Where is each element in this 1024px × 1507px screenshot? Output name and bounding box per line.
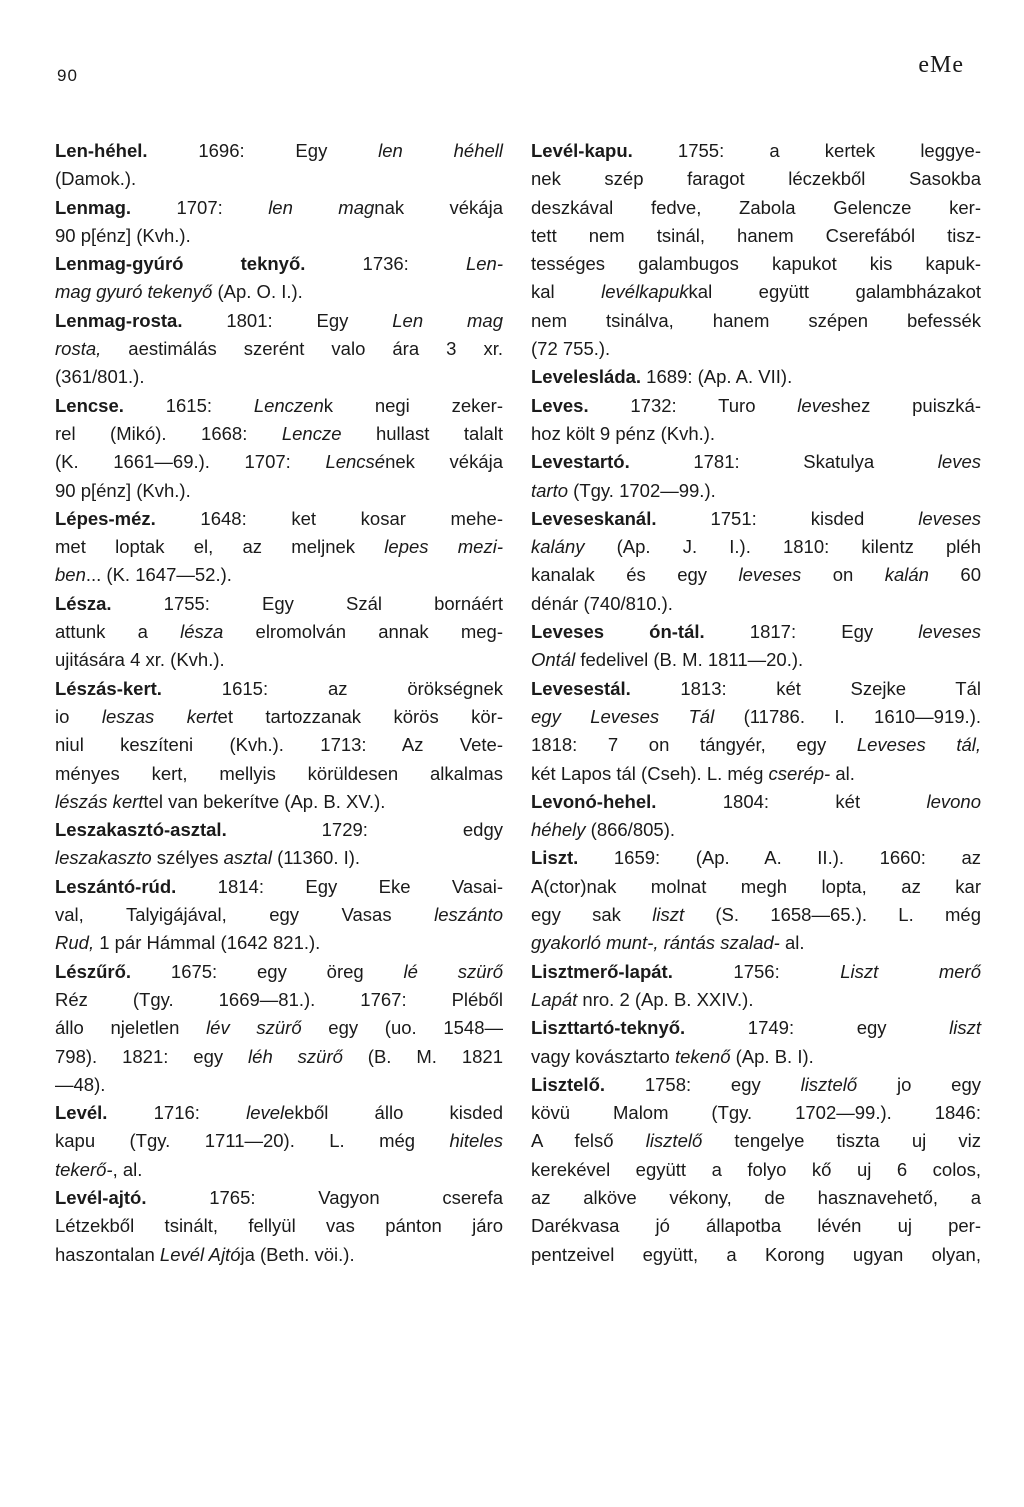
quoted-term: leszakaszto [55, 847, 152, 869]
entry-text: 798). 1821: egy [55, 1045, 249, 1067]
quoted-term: Len- [465, 253, 503, 275]
entry-text: 1814: Egy Eke Vasai- [176, 875, 503, 897]
entry-text: 1756: [672, 960, 841, 982]
text-line [531, 1241, 981, 1269]
text-line [55, 307, 503, 335]
text-line [55, 448, 503, 476]
quoted-term: lév szürő [206, 1017, 302, 1039]
text-line [531, 420, 981, 448]
text-line [55, 618, 503, 646]
quoted-term: Rud, [55, 932, 95, 954]
entry-headword: Leveses ón-tál. [531, 621, 705, 643]
entry-headword: Lisztelő. [531, 1073, 606, 1095]
entry-text: (72 755.). [531, 338, 611, 360]
entry-text: vagy kovásztarto [531, 1045, 675, 1067]
entry-text: 1689: (Ap. A. VII). [641, 366, 793, 388]
quoted-term: Lencze [281, 422, 342, 444]
entry-text: tességes galambugos kapukot kis kapuk- [531, 253, 981, 275]
entry-text: tel van bekerítve (Ap. B. XV.). [143, 790, 386, 812]
text-line [531, 1099, 981, 1127]
entry-headword: Leszántó-rúd. [55, 875, 177, 897]
entry-text: nak vékája [374, 196, 503, 218]
entry-text: 1736: [305, 253, 466, 275]
text-line [531, 307, 981, 335]
quoted-term: lisztelő [800, 1073, 858, 1095]
entry-headword: Lenmag-gyúró teknyő. [55, 253, 306, 275]
text-line [55, 477, 503, 505]
entry-text: 90 p[énz] (Kvh.). [55, 479, 191, 501]
entry-text: ... (K. 1647—52.). [85, 564, 232, 586]
entry-text: nem tsinálva, hanem szépen befessék [531, 309, 981, 331]
quoted-term: Len mag [392, 309, 503, 331]
quoted-term: lészás kert [55, 790, 144, 812]
quoted-term: leves [937, 451, 981, 473]
text-line [531, 958, 981, 986]
entry-text: 1801: Egy [182, 309, 393, 331]
text-line [531, 137, 981, 165]
quoted-term: léh szürő [248, 1045, 343, 1067]
entry-text: 1716: [107, 1102, 247, 1124]
entry-text: állo njeletlen [55, 1017, 207, 1039]
entry-text: 1696: Egy [147, 140, 379, 161]
entry-text: A felső [531, 1130, 646, 1152]
text-line [55, 1184, 503, 1212]
entry-headword: Lészűrő. [55, 960, 132, 982]
entry-text: (866/805). [585, 819, 675, 841]
entry-text: kal [531, 281, 602, 303]
text-line [55, 1212, 503, 1240]
entry-text: k negi zeker- [323, 394, 503, 416]
text-line [531, 250, 981, 278]
text-line [55, 873, 503, 901]
entry-text: fedelivel (B. M. 1811—20.). [575, 649, 804, 671]
entry-text: (K. 1661—69.). 1707: [55, 451, 326, 473]
entry-text: kanalak és egy [531, 564, 739, 586]
entry-text: deszkával fedve, Zabola Gelencze ker- [531, 196, 981, 218]
entry-text: kerekével együtt a folyo kő uj 6 colos, [531, 1158, 981, 1180]
entry-text: elromolván annak meg- [223, 621, 503, 643]
quoted-term: leves [797, 394, 841, 416]
entry-text: jo egy [857, 1073, 981, 1095]
entry-headword: Lészás-kert. [55, 677, 162, 699]
quoted-term: Ontál [531, 649, 576, 671]
quoted-term: asztal [223, 847, 272, 869]
entry-text: tengelye tiszta uj viz [702, 1130, 981, 1152]
text-line [531, 363, 981, 391]
entry-text: Darékvasa jó állapotba lévén uj per- [531, 1215, 981, 1237]
text-line [531, 816, 981, 844]
quoted-term: Liszt merő [840, 960, 982, 982]
entry-text: (Ap. J. I.). 1810: kilentz pléh [584, 536, 981, 558]
quoted-term: gyakorló munt-, rántás szalad- [531, 932, 780, 954]
entry-text: 1732: Turo [588, 394, 798, 416]
entry-text: (11360. I). [271, 847, 361, 869]
quoted-term: Lapát [531, 988, 578, 1010]
entry-text: 1675: egy öreg [131, 960, 404, 982]
text-line [531, 929, 981, 957]
text-line [531, 561, 981, 589]
entry-text: 1758: egy [605, 1073, 801, 1095]
quoted-term: liszt [949, 1017, 981, 1039]
entry-text: 1729: edgy [226, 819, 503, 841]
entry-text: 1 pár Hámmal (1642 821.). [94, 932, 321, 954]
text-line [531, 392, 981, 420]
text-line [531, 1043, 981, 1071]
entry-text: 1749: egy [685, 1017, 950, 1039]
entry-headword: Levelesláda. [531, 366, 642, 388]
text-line [55, 901, 503, 929]
text-line [531, 165, 981, 193]
text-line [531, 703, 981, 731]
quoted-term: hiteles [449, 1130, 503, 1152]
text-line [531, 505, 981, 533]
text-line [531, 278, 981, 306]
text-line [55, 929, 503, 957]
entry-text: ja (Beth. vöi.). [240, 1243, 355, 1265]
quoted-term: levono [926, 790, 981, 812]
quoted-term: len héhell [378, 140, 503, 161]
entry-headword: Leveseskanál. [531, 507, 657, 529]
entry-text: 1817: Egy [704, 621, 919, 643]
entry-headword: Levesestál. [531, 677, 631, 699]
entry-text: 1781: Skatulya [629, 451, 938, 473]
entry-text: (B. M. 1821 [342, 1045, 503, 1067]
text-line [531, 1014, 981, 1042]
text-line [531, 646, 981, 674]
quoted-term: len mag [268, 196, 375, 218]
text-line [55, 363, 503, 391]
entry-text: hullast talalt [341, 422, 503, 444]
text-line [55, 703, 503, 731]
entry-headword: Lencse. [55, 394, 124, 416]
text-line [531, 760, 981, 788]
entry-text: egy (uo. 1548— [301, 1017, 503, 1039]
quoted-term: rosta, [55, 338, 102, 360]
entry-text: et tartozzanak körös kör- [217, 705, 503, 727]
entry-headword: Liszttartó-teknyő. [531, 1017, 686, 1039]
text-line [55, 561, 503, 589]
text-line [55, 986, 503, 1014]
entry-headword: Lisztmerő-lapát. [531, 960, 673, 982]
entry-text: met loptak el, az meljnek [55, 536, 385, 558]
entry-text: hoz költ 9 pénz (Kvh.). [531, 422, 716, 444]
text-line [531, 194, 981, 222]
quoted-term: tekerő- [55, 1158, 113, 1180]
entry-headword: Levonó-hehel. [531, 790, 657, 812]
quoted-term: lé szürő [403, 960, 503, 982]
quoted-term: tarto [531, 479, 569, 501]
text-line [55, 844, 503, 872]
quoted-term: mag gyuró tekenyő [55, 281, 213, 303]
entry-text: 1648: ket kosar mehe- [155, 507, 503, 529]
entry-text: (Tgy. 1702—99.). [568, 479, 716, 501]
entry-headword: Levél-kapu. [531, 140, 633, 161]
text-line [531, 477, 981, 505]
quoted-term: Leveses tál, [856, 734, 981, 756]
text-line [55, 533, 503, 561]
text-line [531, 986, 981, 1014]
quoted-term: Lencsé [325, 451, 386, 473]
entry-text: 1804: két [656, 790, 927, 812]
entry-headword: Levestartó. [531, 451, 630, 473]
entry-text: 1813: két Szejke Tál [630, 677, 981, 699]
quoted-term: liszt [652, 904, 685, 926]
entry-headword: Levél. [55, 1102, 108, 1124]
text-line [55, 1014, 503, 1042]
entry-headword: Lépes-méz. [55, 507, 156, 529]
entry-text: 1615: [123, 394, 254, 416]
text-line [531, 1184, 981, 1212]
text-line [531, 901, 981, 929]
entry-text: (11786. I. 1610—919.). [714, 705, 981, 727]
quoted-term: leszas kert [101, 705, 218, 727]
entry-text: 60 [928, 564, 982, 586]
entry-text: io [55, 705, 102, 727]
entry-text: szélyes [151, 847, 224, 869]
text-line [55, 1099, 503, 1127]
entry-headword: Leves. [531, 394, 589, 416]
entry-headword: Leszakasztó-asztal. [55, 819, 227, 841]
text-line [55, 137, 503, 165]
entry-headword: Liszt. [531, 847, 579, 869]
quoted-term: leveses [918, 507, 981, 529]
entry-headword: Len-héhel. [55, 140, 148, 161]
quoted-term: lésza [180, 621, 224, 643]
quoted-term: leveses [738, 564, 802, 586]
page-number: 90 [57, 66, 78, 85]
entry-text: két Lapos tál (Cseh). L. még [531, 762, 769, 784]
entry-headword: Lenmag-rosta. [55, 309, 183, 331]
quoted-term: Lenczen [253, 394, 324, 416]
entry-text: nek vékája [385, 451, 504, 473]
entry-text: (Damok.). [55, 168, 137, 190]
text-line [55, 731, 503, 759]
text-line [55, 788, 503, 816]
quoted-term: lepes mezi- [384, 536, 503, 558]
quoted-term: level [246, 1102, 285, 1124]
entry-text: al. [830, 762, 855, 784]
entry-text: hez puiszká- [840, 394, 982, 416]
text-line [55, 816, 503, 844]
text-line [55, 958, 503, 986]
text-line [55, 250, 503, 278]
text-line [531, 533, 981, 561]
entry-headword: Lenmag. [55, 196, 132, 218]
text-line [531, 1212, 981, 1240]
quoted-term: leveses [918, 621, 981, 643]
entry-text: (Ap. B. I). [730, 1045, 814, 1067]
text-line [531, 335, 981, 363]
text-line [55, 194, 503, 222]
entry-text: az alköve vékony, de hasznavehető, a [531, 1186, 981, 1208]
quoted-term: egy Leveses Tál [531, 705, 715, 727]
text-line [531, 788, 981, 816]
text-line [55, 1156, 503, 1184]
quoted-term: héhely [531, 819, 586, 841]
entry-text: (361/801.). [55, 366, 145, 388]
entry-text: kövü Malom (Tgy. 1702—99.). 1846: [531, 1102, 981, 1124]
text-line [55, 1071, 503, 1099]
entry-text: 1615: az örökségnek [161, 677, 503, 699]
entry-text: 1755: a kertek leggye- [632, 140, 981, 161]
entry-text: 1818: 7 on tángyér, egy [531, 734, 857, 756]
text-line [55, 505, 503, 533]
text-line [55, 646, 503, 674]
entry-text: nro. 2 (Ap. B. XXIV.). [577, 988, 754, 1010]
text-line [55, 1241, 503, 1269]
text-line [55, 335, 503, 363]
quoted-term: levélkapuk [601, 281, 689, 303]
quoted-term: kalány [531, 536, 585, 558]
text-line [55, 165, 503, 193]
text-line [55, 1127, 503, 1155]
running-head: eMe [918, 52, 964, 78]
quoted-term: Levél Ajtó [159, 1243, 241, 1265]
text-line [531, 1127, 981, 1155]
right-column [531, 137, 981, 1269]
entry-text: al. [779, 932, 805, 954]
text-line [531, 1071, 981, 1099]
entry-text: 90 p[énz] (Kvh.). [55, 224, 191, 246]
text-line [531, 590, 981, 618]
text-line [55, 760, 503, 788]
quoted-term: ben [55, 564, 86, 586]
entry-text: dénár (740/810.). [531, 592, 673, 614]
text-line [531, 731, 981, 759]
text-line [531, 844, 981, 872]
text-line [55, 392, 503, 420]
entry-text: kal együtt galambházakot [688, 281, 981, 303]
entry-text: Réz (Tgy. 1669—81.). 1767: Pléből [55, 988, 503, 1010]
text-line [55, 420, 503, 448]
text-line [531, 675, 981, 703]
entry-text: attunk a [55, 621, 181, 643]
entry-text: ekből állo kisded [284, 1102, 503, 1124]
quoted-term: leszánto [434, 904, 503, 926]
entry-text: (Ap. O. I.). [212, 281, 303, 303]
entry-text: nek szép faragot léczekből Sasokba [531, 168, 981, 190]
entry-text: on [801, 564, 885, 586]
text-line [55, 278, 503, 306]
entry-text: 1755: Egy Szál bornáért [111, 592, 503, 614]
entry-text: 1707: [131, 196, 269, 218]
entry-text: Létzekből tsinált, fellyül vas pánton járo [55, 1215, 503, 1237]
entry-text: (S. 1658—65.). L. még [684, 904, 981, 926]
text-line [55, 1043, 503, 1071]
entry-text: rel (Mikó). 1668: [55, 422, 282, 444]
quoted-term: lisztelő [645, 1130, 703, 1152]
quoted-term: tekenő [674, 1045, 731, 1067]
quoted-term: cserép- [768, 762, 831, 784]
entry-text: aestimálás szerént valo ára 3 xr. [101, 338, 503, 360]
entry-text: —48). [55, 1073, 106, 1095]
entry-text: pentzeivel együtt, a Korong ugyan olyan, [531, 1243, 981, 1265]
text-line [531, 873, 981, 901]
entry-text: haszontalan [55, 1243, 160, 1265]
text-line [531, 618, 981, 646]
entry-headword: Lésza. [55, 592, 112, 614]
entry-text: ményes kert, mellyis körüldesen alkalmas [55, 762, 503, 784]
entry-headword: Levél-ajtó. [55, 1186, 147, 1208]
entry-text: ujitására 4 xr. (Kvh.). [55, 649, 225, 671]
entry-text: kapu (Tgy. 1711—20). L. még [55, 1130, 450, 1152]
text-line [55, 675, 503, 703]
entry-text: , al. [112, 1158, 143, 1180]
entry-text: A(ctor)nak molnat megh lopta, az kar [531, 875, 981, 897]
quoted-term: kalán [884, 564, 929, 586]
text-line [55, 222, 503, 250]
text-line [55, 590, 503, 618]
entry-text: egy sak [531, 904, 653, 926]
text-line [531, 448, 981, 476]
text-line [531, 222, 981, 250]
entry-text: val, Talyigájával, egy Vasas [55, 904, 435, 926]
entry-text: 1765: Vagyon cserefa [146, 1186, 503, 1208]
entry-text: tett nem tsinál, hanem Cserefából tisz- [531, 224, 981, 246]
entry-text: 1751: kisded [656, 507, 919, 529]
entry-text: niul keszíteni (Kvh.). 1713: Az Vete- [55, 734, 503, 756]
entry-text: 1659: (Ap. A. II.). 1660: az [578, 847, 981, 869]
left-column [55, 137, 503, 1269]
text-line [531, 1156, 981, 1184]
